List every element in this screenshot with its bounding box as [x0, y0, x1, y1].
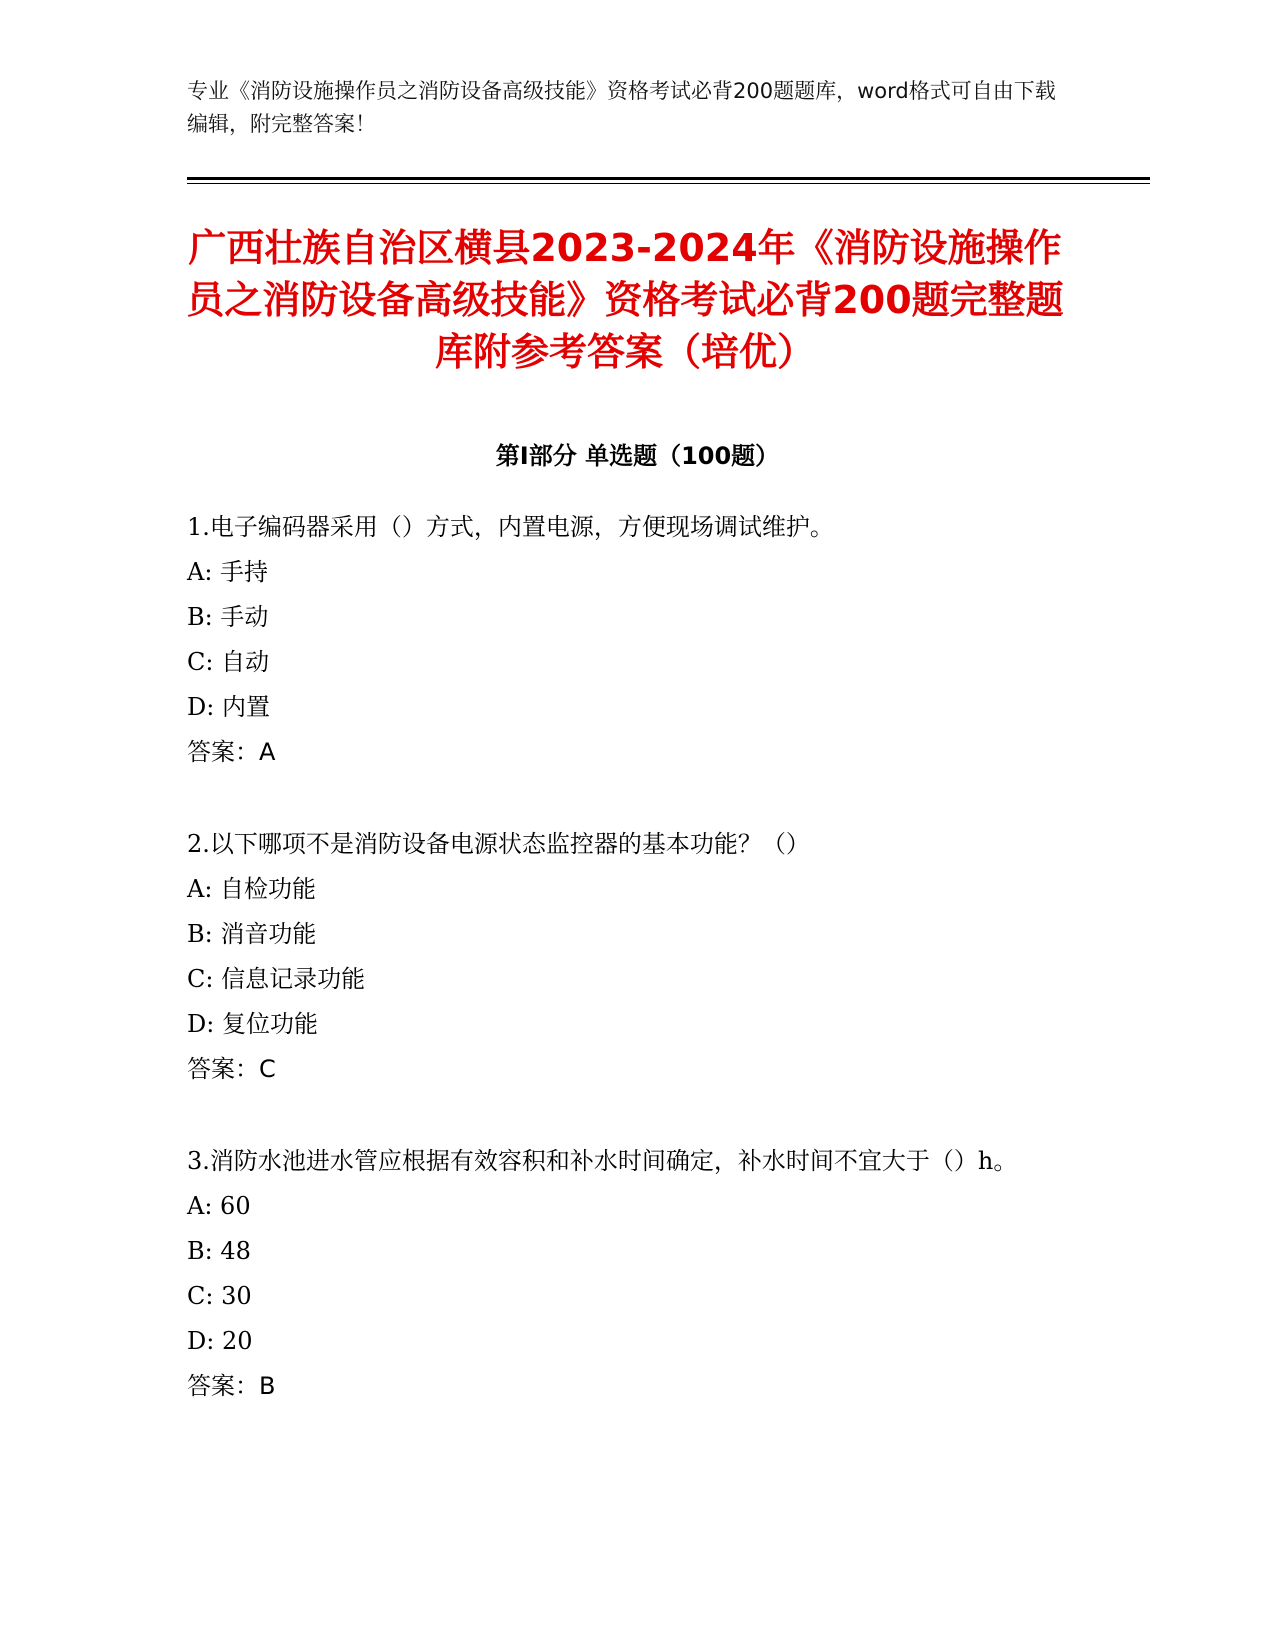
section-heading: 第Ⅰ部分 单选题（100题）: [495, 442, 780, 470]
answer: 答案：A: [187, 738, 276, 766]
option-d: D: 内置: [187, 693, 270, 721]
header-divider-thin: [187, 183, 1150, 184]
question-1: [187, 505, 1067, 775]
question-stem: 3.消防水池进水管应根据有效容积和补水时间确定，补水时间不宜大于（）h。: [187, 1147, 1018, 1175]
header-note: 专业《消防设施操作员之消防设备高级技能》资格考试必背200题题库，word格式可自由下载编辑，附完整答案！: [187, 79, 1056, 136]
question-stem: 2.以下哪项不是消防设备电源状态监控器的基本功能？（）: [187, 830, 810, 858]
option-a: A: 手持: [187, 558, 269, 586]
answer: 答案：C: [187, 1055, 276, 1083]
option-a: A: 60: [187, 1192, 251, 1220]
question-stem: 1.电子编码器采用（）方式，内置电源，方便现场调试维护。: [187, 513, 834, 541]
document-title: 广西壮族自治区横县2023-2024年《消防设施操作员之消防设备高级技能》资格考试必背200题完整题库附参考答案（培优）: [186, 226, 1064, 374]
option-c: C: 30: [187, 1282, 252, 1310]
option-d: D: 复位功能: [187, 1010, 318, 1038]
option-b: B: 48: [187, 1237, 251, 1265]
option-c: C: 自动: [187, 648, 270, 676]
option-a: A: 自检功能: [187, 875, 317, 903]
header-divider-thick: [187, 177, 1150, 180]
question-2: [187, 822, 1067, 1092]
option-d: D: 20: [187, 1327, 253, 1355]
option-b: B: 消音功能: [187, 920, 317, 948]
question-3: [187, 1139, 1067, 1409]
option-b: B: 手动: [187, 603, 269, 631]
option-c: C: 信息记录功能: [187, 965, 366, 993]
answer: 答案：B: [187, 1372, 276, 1400]
